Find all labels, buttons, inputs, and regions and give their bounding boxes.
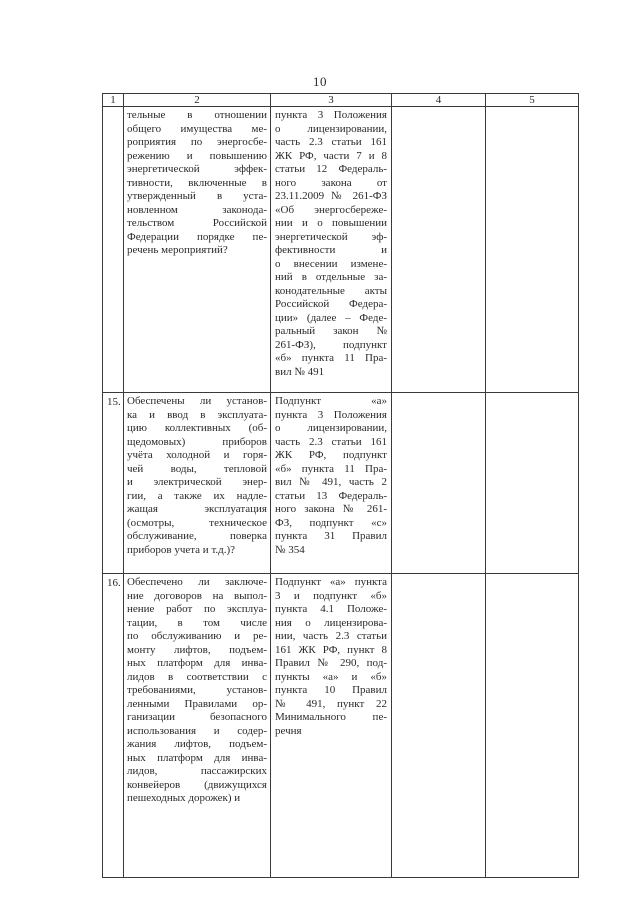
- cell-text-line: щедомовых) приборов: [127, 435, 267, 448]
- cell-text-line: тивности, включенные в: [127, 176, 267, 189]
- column-4-cell: [392, 107, 486, 393]
- row-number-cell: [103, 107, 124, 393]
- cell-text-line: нии, часть 2.3 статьи: [275, 630, 387, 642]
- cell-text-line: гии, а также их надле-: [127, 489, 267, 502]
- header-cell-5: 5: [486, 94, 579, 107]
- legal-basis-cell: [271, 107, 392, 393]
- cell-text-line: Подпункт «а» пункта: [275, 576, 387, 588]
- cell-text-line: ний в отдельные за-: [275, 271, 387, 283]
- cell-text-line: часть 2.3 статьи 161: [275, 136, 387, 148]
- requirements-table: [102, 93, 579, 878]
- cell-text-line: цию коллективных (об-: [127, 422, 267, 434]
- cell-text-line: жащая эксплуатация: [127, 503, 267, 515]
- cell-text-line: тельством Российской: [127, 217, 267, 229]
- cell-text-line: нии и о повышении: [275, 217, 387, 229]
- cell-text-line: нение работ по эксплуа-: [127, 603, 267, 615]
- cell-text-line: Правил № 290, под-: [275, 657, 387, 669]
- cell-text-line: Минимального пе-: [275, 711, 387, 723]
- cell-text-line: тации, в том числе: [127, 616, 267, 629]
- cell-text-line: пешеходных дорожек) и: [127, 792, 241, 804]
- cell-text-line: часть 2.3 статьи 161: [275, 435, 387, 448]
- cell-text-line: ФЗ, подпункт «с»: [275, 516, 387, 529]
- cell-text-line: вил № 491: [275, 365, 325, 378]
- cell-text-line: ных платформ для инва-: [127, 751, 267, 764]
- cell-text-line: монту лифтов, подъем-: [127, 643, 267, 656]
- cell-text-line: ленными Правилами ор-: [127, 697, 267, 710]
- cell-text-line: роприятия по энергосбе-: [127, 136, 267, 148]
- cell-text-line: режению и повышению: [127, 149, 267, 162]
- cell-text-line: пункта 31 Правил: [275, 530, 387, 542]
- cell-text-line: «Об энергосбереже-: [275, 203, 387, 216]
- cell-text-line: конодательные акты: [275, 284, 387, 297]
- row-number-cell: 16.: [103, 574, 124, 878]
- cell-text-line: фективности и: [275, 244, 387, 256]
- requirement-cell: [124, 107, 271, 393]
- column-5-cell: [486, 574, 579, 878]
- column-5-cell: [486, 107, 579, 393]
- cell-text-line: ние договоров на выпол-: [127, 589, 267, 602]
- cell-text-line: ка и ввод в эксплуата-: [127, 408, 267, 421]
- cell-text-line: (осмотры, техническое: [127, 516, 267, 529]
- cell-text-line: по обслуживанию и ре-: [127, 630, 267, 642]
- table-row: [103, 107, 579, 393]
- cell-text-line: жания лифтов, подъем-: [127, 738, 267, 750]
- cell-text-line: ции» (далее – Феде-: [275, 311, 387, 324]
- cell-text-line: ного закона № 261-: [275, 503, 387, 515]
- cell-text-line: пункта 3 Положения: [275, 109, 387, 121]
- cell-text-line: использования и содер-: [127, 724, 267, 737]
- cell-text-line: ных платформ для инва-: [127, 657, 267, 669]
- cell-text-line: ЖК РФ, подпункт: [275, 449, 387, 461]
- requirement-cell: [124, 393, 271, 574]
- cell-text-line: 161 ЖК РФ, пункт 8: [275, 643, 387, 656]
- requirement-cell: [124, 574, 271, 878]
- cell-text-line: конвейеров (движущихся: [127, 778, 267, 791]
- cell-text-line: Обеспечены ли установ-: [127, 395, 267, 407]
- cell-text-line: № 491, пункт 22: [275, 697, 387, 710]
- row-number-cell: 15.: [103, 393, 124, 574]
- cell-text-line: чей воды, тепловой: [127, 462, 267, 475]
- cell-text-line: лидов в соответствии с: [127, 670, 267, 683]
- cell-text-line: и электрической энер-: [127, 476, 267, 488]
- cell-text-line: пункта 3 Положения: [275, 408, 387, 421]
- table-header-row: [103, 94, 579, 107]
- cell-text-line: лидов, пассажирских: [127, 765, 267, 777]
- cell-text-line: ного закона от: [275, 176, 387, 189]
- cell-text-line: пункта 4.1 Положе-: [275, 603, 387, 615]
- cell-text-line: тельные в отношении: [127, 109, 267, 121]
- cell-text-line: пункта 10 Правил: [275, 684, 387, 696]
- cell-text-line: № 354: [275, 543, 305, 556]
- cell-text-line: статьи 13 Федераль-: [275, 489, 387, 502]
- column-4-cell: [392, 574, 486, 878]
- cell-text-line: ЖК РФ, части 7 и 8: [275, 149, 387, 162]
- cell-text-line: Обеспечено ли заключе-: [127, 576, 267, 588]
- cell-text-line: о лицензировании,: [275, 122, 387, 135]
- table-row: [103, 393, 579, 574]
- legal-basis-cell: [271, 393, 392, 574]
- cell-text-line: 3 и подпункт «б»: [275, 589, 387, 602]
- header-cell-4: 4: [392, 94, 486, 107]
- cell-text-line: Подпункт «а»: [275, 395, 387, 407]
- cell-text-line: 23.11.2009 № 261-ФЗ: [275, 190, 387, 202]
- page-number: 10: [313, 74, 327, 89]
- cell-text-line: ния о лицензирова-: [275, 616, 387, 629]
- cell-text-line: 261-ФЗ), подпункт: [275, 338, 387, 351]
- header-cell-2: 2: [124, 94, 271, 107]
- cell-text-line: о лицензировании,: [275, 422, 387, 434]
- cell-text-line: общего имущества ме-: [127, 122, 267, 135]
- cell-text-line: требованиями, установ-: [127, 684, 267, 696]
- column-5-cell: [486, 393, 579, 574]
- cell-text-line: о внесении измене-: [275, 257, 387, 270]
- cell-text-line: новленном законода-: [127, 203, 267, 216]
- cell-text-line: ральный закон №: [275, 325, 387, 337]
- cell-text-line: пункты «а» и «б»: [275, 670, 387, 683]
- header-cell-1: 1: [103, 94, 124, 107]
- cell-text-line: вил № 491, часть 2: [275, 476, 387, 488]
- cell-text-line: обслуживание, поверка: [127, 530, 267, 542]
- cell-text-line: Федерации порядке пе-: [127, 230, 267, 243]
- cell-text-line: энергетической эффек-: [127, 163, 267, 175]
- legal-basis-cell: [271, 574, 392, 878]
- cell-text-line: утвержденный в уста-: [127, 190, 267, 202]
- cell-text-line: речня: [275, 724, 302, 737]
- cell-text-line: приборов учета и т.д.)?: [127, 543, 236, 556]
- cell-text-line: «б» пункта 11 Пра-: [275, 352, 387, 364]
- cell-text-line: «б» пункта 11 Пра-: [275, 462, 387, 475]
- column-4-cell: [392, 393, 486, 574]
- cell-text-line: ганизации безопасного: [127, 711, 267, 723]
- cell-text-line: Российской Федера-: [275, 298, 387, 310]
- cell-text-line: статьи 12 Федераль-: [275, 163, 387, 175]
- cell-text-line: энергетической эф-: [275, 230, 387, 243]
- cell-text-line: учёта холодной и горя-: [127, 449, 267, 461]
- table-row: [103, 574, 579, 878]
- header-cell-3: 3: [271, 94, 392, 107]
- cell-text-line: речень мероприятий?: [127, 244, 228, 256]
